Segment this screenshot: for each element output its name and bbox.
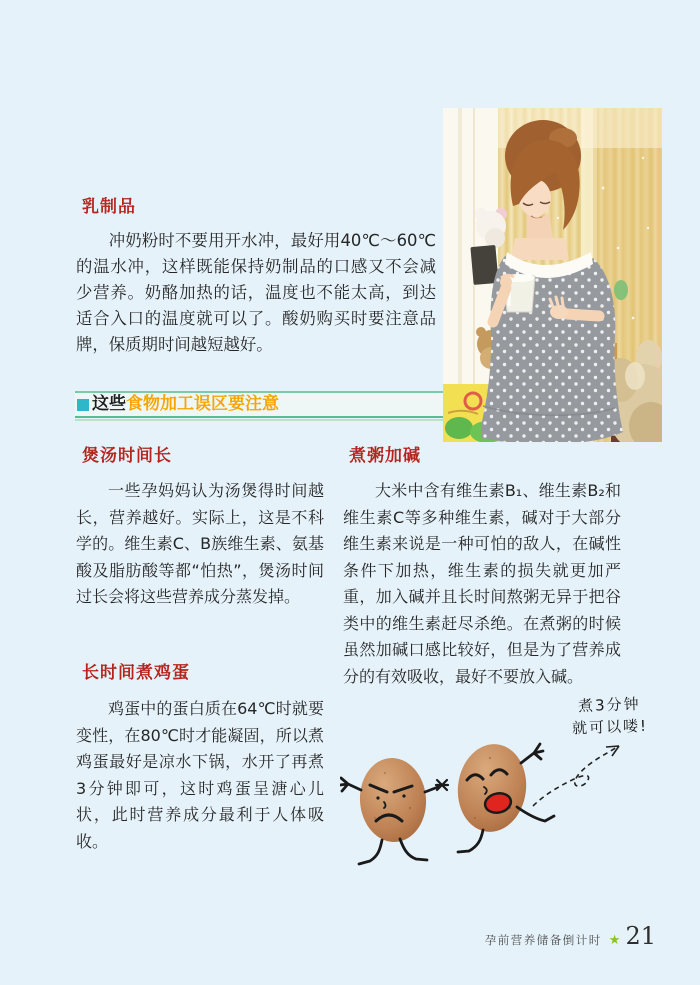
plant-leaf [614,280,628,300]
happy-egg [453,740,554,852]
boiled-egg-heading: 长时间煮鸡蛋 [82,663,190,683]
dairy-paragraph: 冲奶粉时不要用开水冲，最好用40℃～60℃的温水冲，这样既能保持奶制品的口感又不会减少营养。奶酪加热的话，温度也不能太高，到达适合入口的温度就可以了。酸奶购买时要注意品牌，保质期时间越短越好。 [76,231,436,354]
page-footer [485,922,656,950]
banner-prefix-text: 这些 [92,394,126,414]
soup-heading: 煲汤时间长 [82,446,172,466]
page-number: 21 [625,922,656,950]
porridge-paragraph: 大米中含有维生素B₁、维生素B₂和维生素C等多种维生素，碱对于大部分维生素来说是一种可怕的敌人，在碱性条件下加热，维生素的损失就更加严重，加入碱并且长时间熬粥无异于把谷类中的维生素赶尽杀绝。在煮粥的时候虽然加碱口感比较好，但是为了营养成分的有效吸收，最好不要放入碱。 [343,481,621,686]
section-banner [75,391,443,418]
boiled-egg-paragraph: 鸡蛋中的蛋白质在64℃时就要变性，在80℃时才能凝固，所以煮鸡蛋最好是凉水下锅，水开了再煮3分钟即可，这时鸡蛋呈溏心儿状，此时营养成分最利于人体吸收。 [76,699,324,851]
dashed-arrow [533,746,619,806]
photo-pregnant-woman-milk [443,108,662,442]
speech-text-line2: 就可以喽! [571,716,649,738]
star-icon: ★ [608,933,621,948]
banner-highlight-text: 食物加工误区要注意 [126,394,279,414]
dark-chair [470,245,498,285]
footer-label: 孕前营养储备倒计时 [484,933,602,947]
photo-illustration [443,108,662,442]
dairy-heading: 乳制品 [82,197,136,217]
porridge-heading: 煮粥加碱 [349,446,421,466]
egg-cartoon [340,688,670,888]
angry-egg [340,756,448,864]
soup-paragraph: 一些孕妈妈认为汤煲得时间越长，营养越好。实际上，这是不科学的。维生素C、B族维生素、氨基酸及脂肪酸等都“怕热”，煲汤时间过长会将这些营养成分蒸发掉。 [76,481,324,606]
banner-square-icon [77,399,89,411]
speech-text-line1: 煮3分钟 [577,694,641,716]
